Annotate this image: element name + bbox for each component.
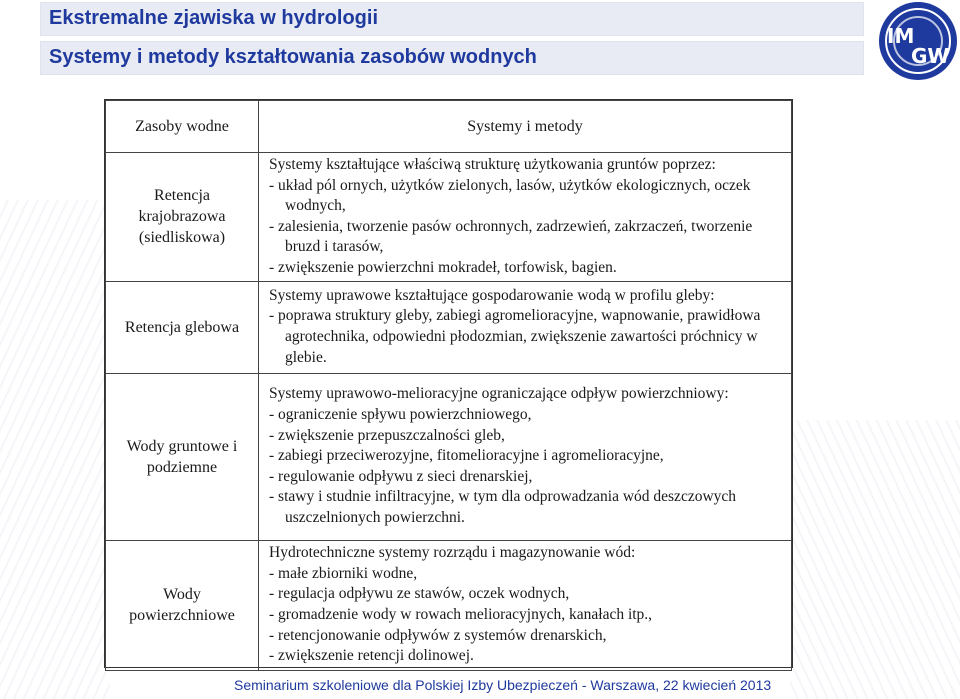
list-item: - retencjonowanie odpływów z systemów drenarskich, [269,626,783,647]
list-item: - poprawa struktury gleby, zabiegi agromelioracyjne, wapnowanie, prawidłowa agrotechnika, odpowiedni płodozmian, zwiększenie zawartości próchnicy w glebie. [269,306,783,368]
title-bar [40,2,864,36]
subtitle-bar [40,41,864,75]
list-item: - stawy i studnie infiltracyjne, w tym dla odprowadzania wód deszczowych uszczelnionych powierzchni. [269,487,783,528]
resource-cell: Retencja krajobrazowa (siedliskowa) [106,153,259,282]
resource-cell: Retencja glebowa [106,281,259,373]
list-item: - układ pól ornych, użytków zielonych, lasów, użytków ekologicznych, oczek wodnych, [269,176,783,217]
list-item: - zwiększenie powierzchni mokradeł, torfowisk, bagien. [269,258,783,279]
resource-cell: Wody powierzchniowe [106,540,259,670]
logo-text-im: IM [887,24,915,48]
methods-cell [259,540,792,670]
resource-cell: Wody gruntowe i podziemne [106,373,259,540]
imgw-logo [879,2,957,80]
methods-table [104,99,793,668]
slide-title: Ekstremalne zjawiska w hydrologii [49,7,379,29]
list-item: - ograniczenie spływu powierzchniowego, [269,405,783,426]
header-cell-resources: Zasoby wodne [106,101,259,153]
methods-list [269,176,783,279]
list-item: - zalesienia, tworzenie pasów ochronnych, zadrzewień, zakrzaczeń, tworzenie bruzd i tarasów, [269,217,783,258]
list-item: - zwiększenie retencji dolinowej. [269,646,783,667]
methods-list [269,306,783,368]
methods-intro: Systemy kształtujące właściwą strukturę użytkowania gruntów poprzez: [269,156,716,173]
table-header-row [106,101,792,153]
list-item: - zwiększenie przepuszczalności gleb, [269,426,783,447]
methods-cell [259,373,792,540]
list-item: - zabiegi przeciwerozyjne, fitomelioracyjne i agromelioracyjne, [269,446,783,467]
header-cell-methods: Systemy i metody [259,101,792,153]
list-item: - regulacja odpływu ze stawów, oczek wodnych, [269,584,783,605]
methods-cell [259,281,792,373]
background-pattern-right [790,420,960,699]
methods-table-grid [105,100,792,671]
table-row [106,540,792,670]
methods-intro: Systemy uprawowe kształtujące gospodarowanie wodą w profilu gleby: [269,286,715,304]
logo-text-gw: GW [911,44,950,68]
methods-list [269,564,783,667]
table-row [106,373,792,540]
list-item: - gromadzenie wody w rowach melioracyjnych, kanałach itp., [269,605,783,626]
methods-intro: Hydrotechniczne systemy rozrządu i magazynowanie wód: [269,544,636,562]
table-row [106,153,792,282]
list-item: - regulowanie odpływu z sieci drenarskiej, [269,467,783,488]
background-pattern-left [0,200,110,699]
table-row [106,281,792,373]
slide-subtitle: Systemy i metody kształtowania zasobów wodnych [49,46,537,68]
methods-list [269,405,783,529]
list-item: - małe zbiorniki wodne, [269,564,783,585]
methods-cell [259,153,792,282]
methods-intro: Systemy uprawowo-melioracyjne ograniczające odpływ powierzchniowy: [269,385,729,403]
footer-text: Seminarium szkoleniowe dla Polskiej Izby Ubezpieczeń - Warszawa, 22 kwiecień 2013 [234,677,772,693]
